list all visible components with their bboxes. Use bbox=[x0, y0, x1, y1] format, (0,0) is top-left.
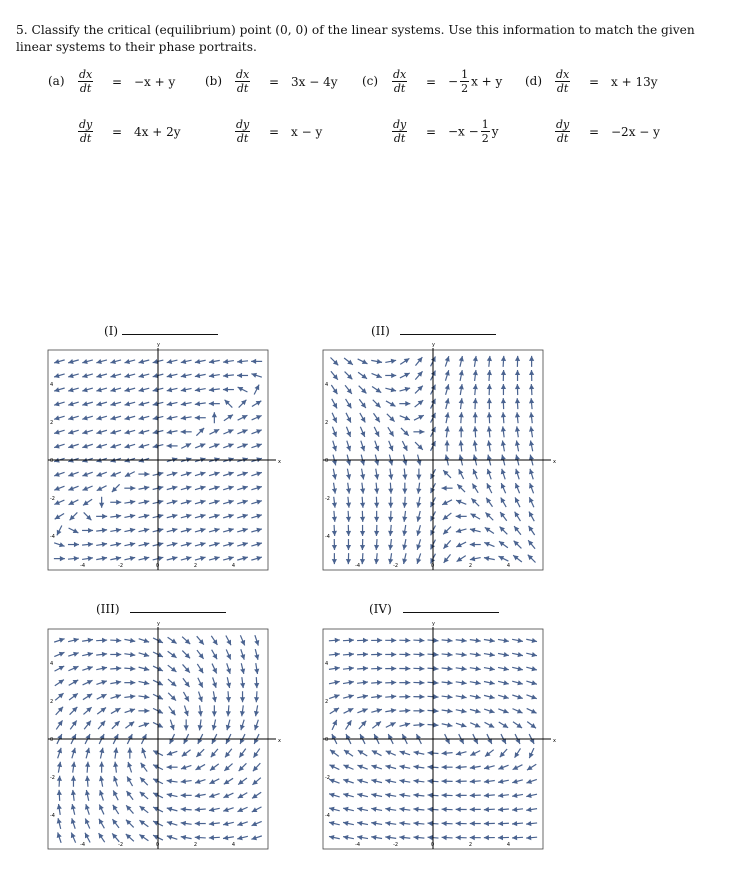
y-tick-label: 2 bbox=[325, 420, 329, 427]
y-tick-label: -4 bbox=[50, 812, 55, 819]
x-tick-label: 0 bbox=[156, 842, 160, 848]
y-axis-label: y bbox=[157, 621, 160, 627]
x-axis-label: x bbox=[278, 459, 281, 465]
y-tick-label: 2 bbox=[325, 699, 329, 706]
dy-dt: $\frac{dy}{dt}$ bbox=[236, 118, 250, 145]
y-tick-label: 2 bbox=[50, 420, 54, 427]
answer-blank-IV[interactable] bbox=[403, 612, 499, 613]
x-tick-label: -4 bbox=[80, 842, 86, 848]
y-tick-label: -4 bbox=[325, 812, 330, 819]
y-axis-label: y bbox=[432, 342, 435, 348]
dy-dt: $\frac{dy}{dt}$ bbox=[393, 118, 407, 145]
x-tick-label: 0 bbox=[431, 842, 435, 848]
phase-portrait-IV bbox=[315, 617, 555, 857]
equals-sign: = bbox=[426, 75, 437, 89]
equals-sign: = bbox=[269, 125, 280, 139]
y-tick-label: -2 bbox=[50, 774, 55, 781]
y-tick-label: 0 bbox=[50, 458, 54, 464]
y-axis-label: y bbox=[432, 621, 435, 627]
y-tick-label: -4 bbox=[50, 533, 55, 540]
x-tick-label: 4 bbox=[506, 842, 511, 848]
equals-sign: = bbox=[112, 125, 123, 139]
dy-rhs: −2x − y bbox=[611, 125, 660, 139]
system-label: (d) bbox=[525, 74, 543, 88]
coefficient-fraction: $\frac{1}{2}$ bbox=[461, 68, 469, 95]
dx-rhs: − $\frac{1}{2}$ x + y bbox=[448, 68, 503, 95]
x-tick-label: -2 bbox=[393, 842, 399, 848]
x-tick-label: 2 bbox=[193, 563, 198, 569]
x-tick-label: -4 bbox=[355, 842, 361, 848]
x-tick-label: 2 bbox=[468, 842, 473, 848]
dy-rhs: 4x + 2y bbox=[134, 125, 181, 139]
system-label: (b) bbox=[205, 74, 223, 88]
x-tick-label: -2 bbox=[118, 842, 124, 848]
y-tick-label: 4 bbox=[325, 382, 329, 389]
problem-text: Classify the critical (equilibrium) point (0, 0) of the linear systems. Use this information to match the given linear systems to their phase portraits. bbox=[16, 23, 695, 54]
dy-rhs: −x − $\frac{1}{2}$ y bbox=[448, 118, 499, 145]
x-tick-label: 0 bbox=[156, 563, 160, 569]
plot-label-IV: (IV) bbox=[369, 602, 392, 616]
answer-blank-I[interactable] bbox=[122, 334, 218, 335]
x-tick-label: -4 bbox=[355, 563, 361, 569]
x-tick-label: 4 bbox=[231, 842, 236, 848]
x-tick-label: -2 bbox=[393, 563, 399, 569]
plot-label-I: (I) bbox=[104, 324, 119, 338]
y-tick-label: 4 bbox=[50, 661, 54, 668]
x-tick-label: 2 bbox=[193, 842, 198, 848]
x-tick-label: 2 bbox=[468, 563, 473, 569]
x-axis-label: x bbox=[553, 459, 556, 465]
y-tick-label: 0 bbox=[50, 737, 54, 743]
x-tick-label: -2 bbox=[118, 563, 124, 569]
equals-sign: = bbox=[269, 75, 280, 89]
plot-label-III: (III) bbox=[96, 602, 120, 616]
y-tick-label: 2 bbox=[50, 699, 54, 706]
y-tick-label: 4 bbox=[50, 382, 54, 389]
y-tick-label: 0 bbox=[325, 737, 329, 743]
y-tick-label: 0 bbox=[325, 458, 329, 464]
dx-rhs: x + 13y bbox=[611, 75, 658, 89]
x-axis-label: x bbox=[278, 738, 281, 744]
x-tick-label: -4 bbox=[80, 563, 86, 569]
dy-dt: $\frac{dy}{dt}$ bbox=[556, 118, 570, 145]
dx-dt: $\frac{dx}{dt}$ bbox=[556, 68, 570, 95]
x-axis-label: x bbox=[553, 738, 556, 744]
dx-dt: $\frac{dx}{dt}$ bbox=[79, 68, 93, 95]
equals-sign: = bbox=[112, 75, 123, 89]
y-axis-label: y bbox=[157, 342, 160, 348]
equals-sign: = bbox=[426, 125, 437, 139]
phase-portrait-II bbox=[315, 338, 555, 578]
x-tick-label: 4 bbox=[506, 563, 511, 569]
dy-rhs: x − y bbox=[291, 125, 323, 139]
dx-rhs: 3x − 4y bbox=[291, 75, 338, 89]
x-tick-label: 4 bbox=[231, 563, 236, 569]
plot-label-II: (II) bbox=[371, 324, 390, 338]
dy-dt: $\frac{dy}{dt}$ bbox=[79, 118, 93, 145]
y-tick-label: -2 bbox=[325, 495, 330, 502]
y-tick-label: -2 bbox=[50, 495, 55, 502]
coefficient-fraction: $\frac{1}{2}$ bbox=[481, 118, 489, 145]
dx-dt: $\frac{dx}{dt}$ bbox=[236, 68, 250, 95]
answer-blank-III[interactable] bbox=[130, 612, 226, 613]
answer-blank-II[interactable] bbox=[400, 334, 496, 335]
phase-portrait-I bbox=[40, 338, 280, 578]
dx-rhs: −x + y bbox=[134, 75, 176, 89]
y-tick-label: 4 bbox=[325, 661, 329, 668]
problem-statement bbox=[16, 22, 726, 56]
system-label: (c) bbox=[362, 74, 379, 88]
dx-dt: $\frac{dx}{dt}$ bbox=[393, 68, 407, 95]
y-tick-label: -4 bbox=[325, 533, 330, 540]
equals-sign: = bbox=[589, 125, 600, 139]
x-tick-label: 0 bbox=[431, 563, 435, 569]
system-label: (a) bbox=[48, 74, 65, 88]
y-tick-label: -2 bbox=[325, 774, 330, 781]
phase-portrait-III bbox=[40, 617, 280, 857]
problem-number: 5. bbox=[16, 23, 28, 37]
equals-sign: = bbox=[589, 75, 600, 89]
